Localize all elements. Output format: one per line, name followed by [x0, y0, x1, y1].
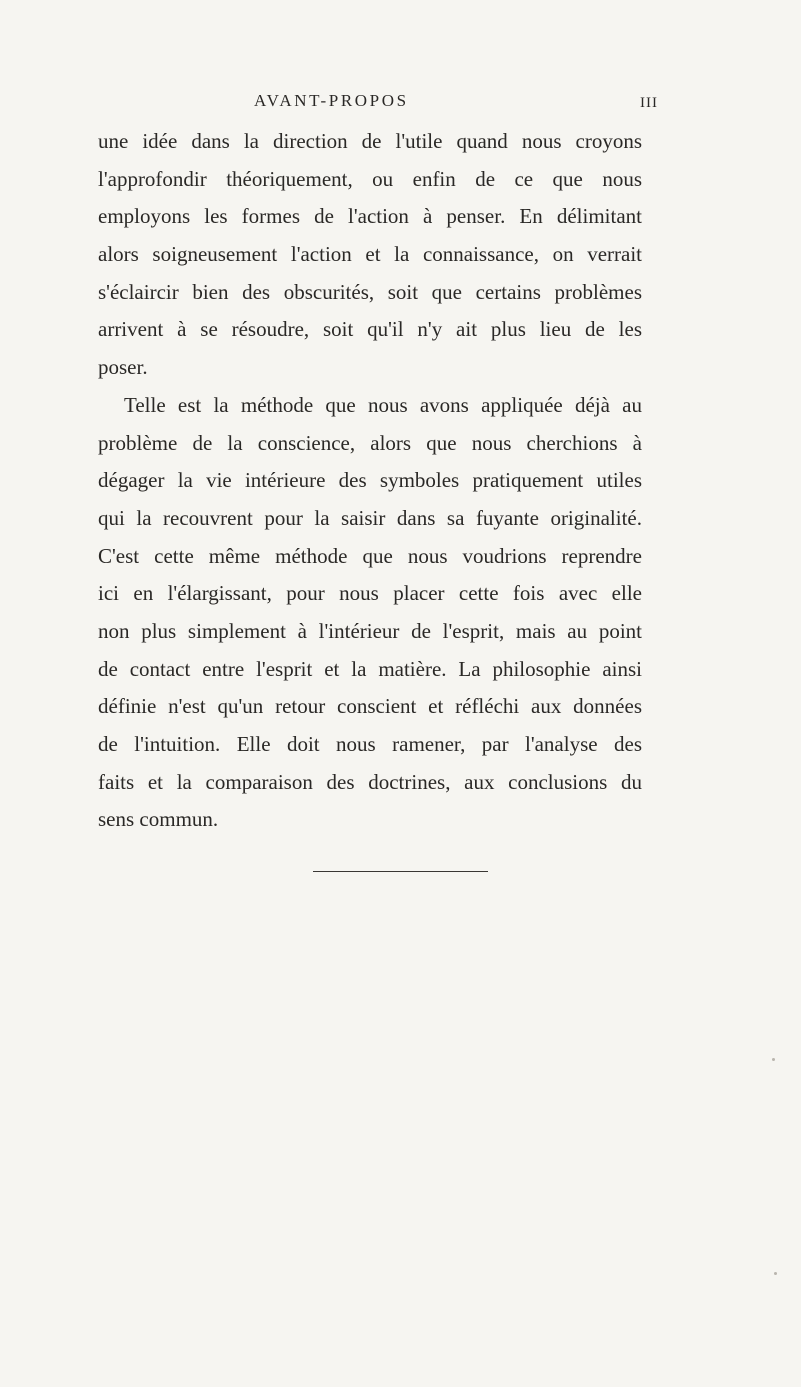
text-line: Telle est la méthode que nous avons appliquée déjà au: [124, 392, 642, 417]
text-line: non plus simplement à l'intérieur de l'esprit, mais au point: [98, 618, 642, 643]
text-line: qui la recouvrent pour la saisir dans sa fuyante originalité.: [98, 505, 642, 530]
text-line: sens commun.: [98, 807, 219, 832]
paper-speck: [774, 1272, 777, 1275]
text-line: l'approfondir théoriquement, ou enfin de ce que nous: [98, 166, 642, 191]
text-line: employons les formes de l'action à penser. En délimitant: [98, 204, 642, 229]
text-line: faits et la comparaison des doctrines, aux conclusions du: [98, 769, 642, 794]
text-line: alors soigneusement l'action et la connaissance, on verrait: [98, 242, 642, 267]
text-line: problème de la conscience, alors que nous cherchions à: [98, 430, 642, 455]
paper-speck: [772, 1058, 775, 1061]
text-line: une idée dans la direction de l'utile quand nous croyons: [98, 129, 642, 153]
section-end-rule: [313, 871, 488, 872]
text-line: ici en l'élargissant, pour nous placer cette fois avec elle: [98, 581, 642, 606]
text-line: dégager la vie intérieure des symboles pratiquement utiles: [98, 468, 642, 493]
text-line: de contact entre l'esprit et la matière. La philosophie ainsi: [98, 656, 642, 681]
body-text: [98, 123, 642, 839]
running-title: AVANT-PROPOS: [254, 91, 409, 110]
page-number: III: [640, 95, 658, 111]
text-line: définie n'est qu'un retour conscient et réfléchi aux données: [98, 694, 642, 719]
text-line: de l'intuition. Elle doit nous ramener, par l'analyse des: [98, 732, 642, 756]
text-line: poser.: [98, 355, 148, 380]
text-line: s'éclaircir bien des obscurités, soit que certains problèmes: [98, 279, 642, 304]
running-head: [0, 89, 801, 113]
text-line: arrivent à se résoudre, soit qu'il n'y ait plus lieu de les: [98, 317, 642, 342]
text-line: C'est cette même méthode que nous voudrions reprendre: [98, 543, 642, 568]
